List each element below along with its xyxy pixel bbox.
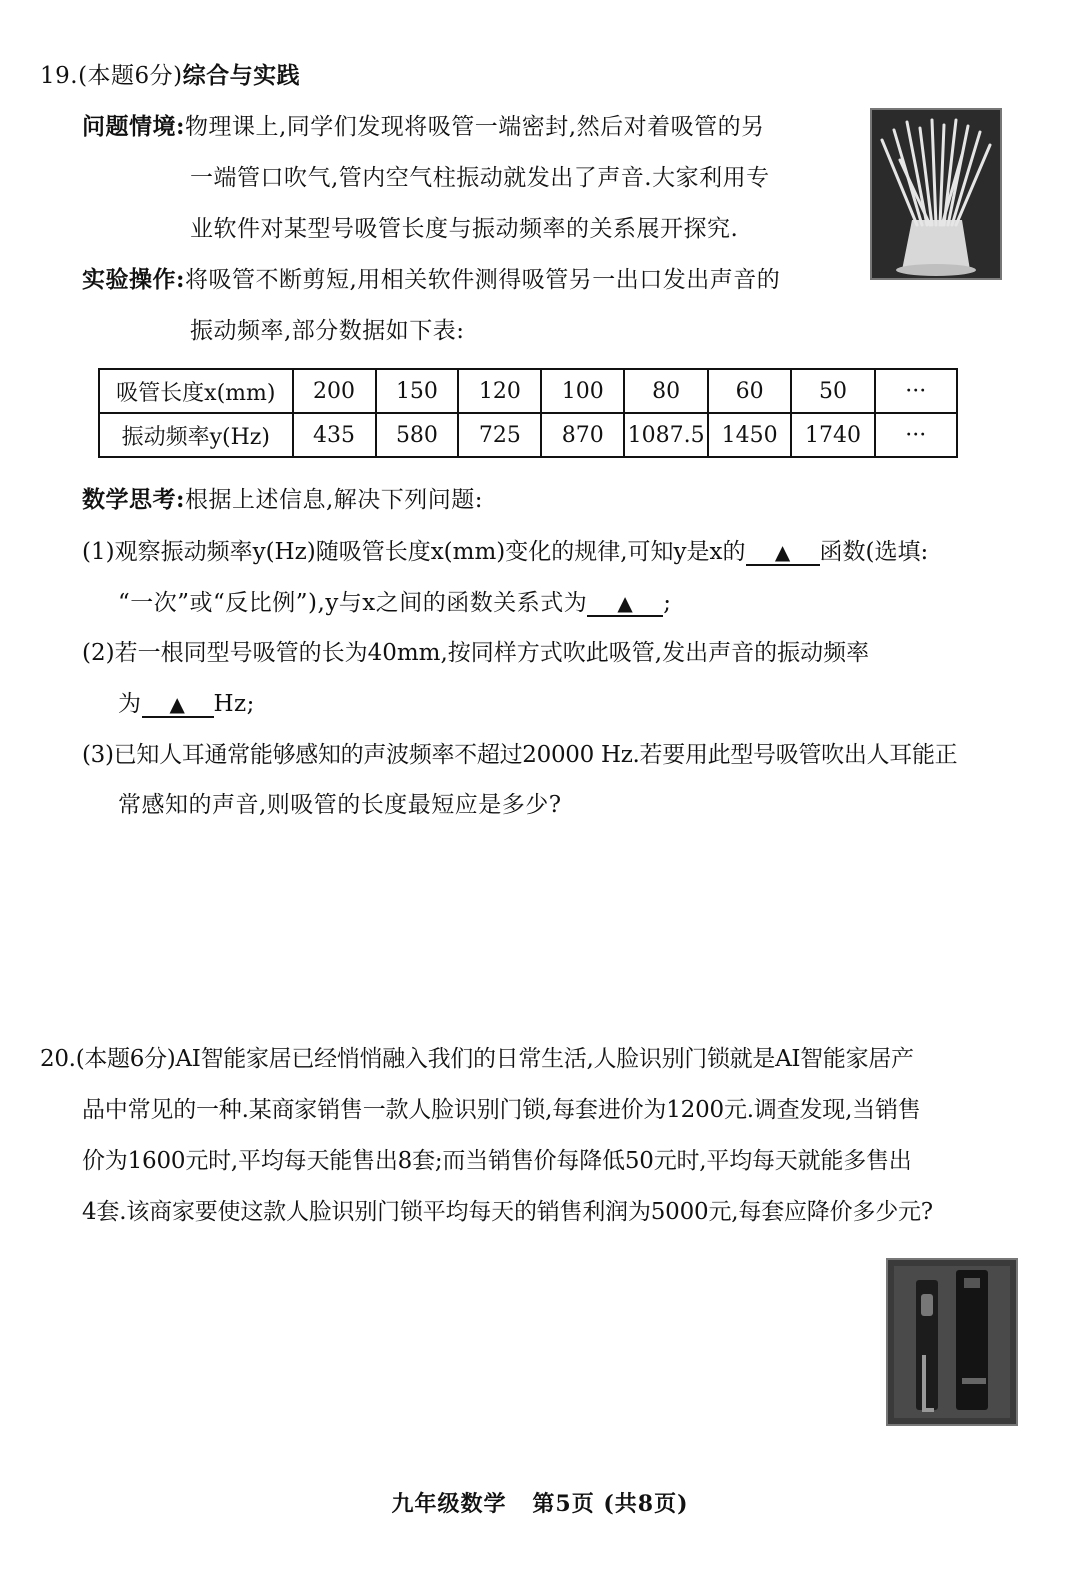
q20-line-3: 价为1600元时,平均每天能售出8套;而当销售价每降低50元时,平均每天就能多售出 <box>82 1148 912 1174</box>
blank-triangle-icon: ▲ <box>169 692 186 716</box>
blank-triangle-icon: ▲ <box>774 540 791 564</box>
table-cell: 120 <box>458 369 541 413</box>
q19-math-text: 根据上述信息,解决下列问题: <box>185 487 484 513</box>
data-table <box>98 368 958 458</box>
q19-part2-line-2 <box>118 688 255 720</box>
table-row-frequency <box>99 413 957 457</box>
table-cell: 580 <box>376 413 459 457</box>
q20-line-1 <box>40 1043 914 1075</box>
q19-experiment-text-1: 将吸管不断剪短,用相关软件测得吸管另一出口发出声音的 <box>185 267 781 293</box>
q19-part1-line-1 <box>82 536 928 568</box>
q19-points: (本题6分) <box>78 63 183 89</box>
q19-part1-line-2 <box>118 587 672 619</box>
straw-bundle-illustration <box>872 110 1000 278</box>
q19-problem-line-2: 一端管口吹气,管内空气柱振动就发出了声音.大家利用专 <box>190 165 770 191</box>
blank-triangle-icon: ▲ <box>617 591 634 615</box>
table-cell: 150 <box>376 369 459 413</box>
q19-math-thinking <box>82 484 483 516</box>
q19-experiment-label: 实验操作: <box>82 266 185 293</box>
q19-part2-line-1: (2)若一根同型号吸管的长为40mm,按同样方式吹此吸管,发出声音的振动频率 <box>82 640 870 666</box>
table-row-length <box>99 369 957 413</box>
table-cell: 60 <box>708 369 791 413</box>
q19-title: 综合与实践 <box>182 62 301 89</box>
q19-number: 19. <box>40 63 79 89</box>
table-cell: 435 <box>293 413 376 457</box>
table-cell: 1450 <box>708 413 791 457</box>
table-cell: 80 <box>624 369 708 413</box>
q19-problem-line-1 <box>82 111 765 143</box>
table-row-label: 振动频率y(Hz) <box>99 413 293 457</box>
q19-problem-line-3: 业软件对某型号吸管长度与振动频率的关系展开探究. <box>190 216 739 242</box>
q20-line-4: 4套.该商家要使这款人脸识别门锁平均每天的销售利润为5000元,每套应降价多少元? <box>82 1199 933 1225</box>
q20-number: 20. <box>40 1046 76 1072</box>
table-cell: 725 <box>458 413 541 457</box>
q19-part1-text-a: (1)观察振动频率y(Hz)随吸管长度x(mm)变化的规律,可知y是x的 <box>82 539 746 565</box>
q19-problem-text-1: 物理课上,同学们发现将吸管一端密封,然后对着吸管的另 <box>185 114 765 140</box>
q19-header <box>40 60 300 92</box>
q19-part3-line-1: (3)已知人耳通常能够感知的声波频率不超过20000 Hz.若要用此型号吸管吹出人耳能正 <box>82 742 958 768</box>
q19-part1-text-b: 函数(选填: <box>819 539 929 565</box>
table-cell: 50 <box>791 369 874 413</box>
q19-part1-text-d: ; <box>663 590 672 616</box>
q19-problem-label: 问题情境: <box>82 113 185 140</box>
page-footer: 九年级数学 第5页 (共8页) <box>391 1491 689 1517</box>
door-lock-illustration <box>888 1260 1016 1424</box>
q19-part1-text-c: “一次”或“反比例”),y与x之间的函数关系式为 <box>118 590 588 616</box>
table-cell: 200 <box>293 369 376 413</box>
table-cell: 1740 <box>791 413 874 457</box>
q19-part2-text-b: 为 <box>118 691 142 717</box>
table-cell: ··· <box>875 413 957 457</box>
q19-experiment-line-1 <box>82 264 780 296</box>
q19-experiment-line-2: 振动频率,部分数据如下表: <box>190 318 465 344</box>
q19-part2-text-c: Hz; <box>213 691 255 717</box>
q19-part3-line-2: 常感知的声音,则吸管的长度最短应是多少? <box>118 792 562 818</box>
table-cell: 100 <box>541 369 624 413</box>
table-row-label: 吸管长度x(mm) <box>99 369 293 413</box>
table-cell: 1087.5 <box>624 413 708 457</box>
door-lock-photo <box>886 1258 1018 1426</box>
q20-line-2: 品中常见的一种.某商家销售一款人脸识别门锁,每套进价为1200元.调查发现,当销售 <box>82 1097 921 1123</box>
answer-blank-1 <box>746 536 820 566</box>
table-cell: ··· <box>875 369 957 413</box>
q20-text-1: (本题6分)AI智能家居已经悄悄融入我们的日常生活,人脸识别门锁就是AI智能家居产 <box>75 1046 914 1072</box>
q19-math-label: 数学思考: <box>82 486 185 513</box>
straw-photo <box>870 108 1002 280</box>
answer-blank-2 <box>587 587 663 617</box>
table-cell: 870 <box>541 413 624 457</box>
answer-blank-3 <box>142 688 214 718</box>
